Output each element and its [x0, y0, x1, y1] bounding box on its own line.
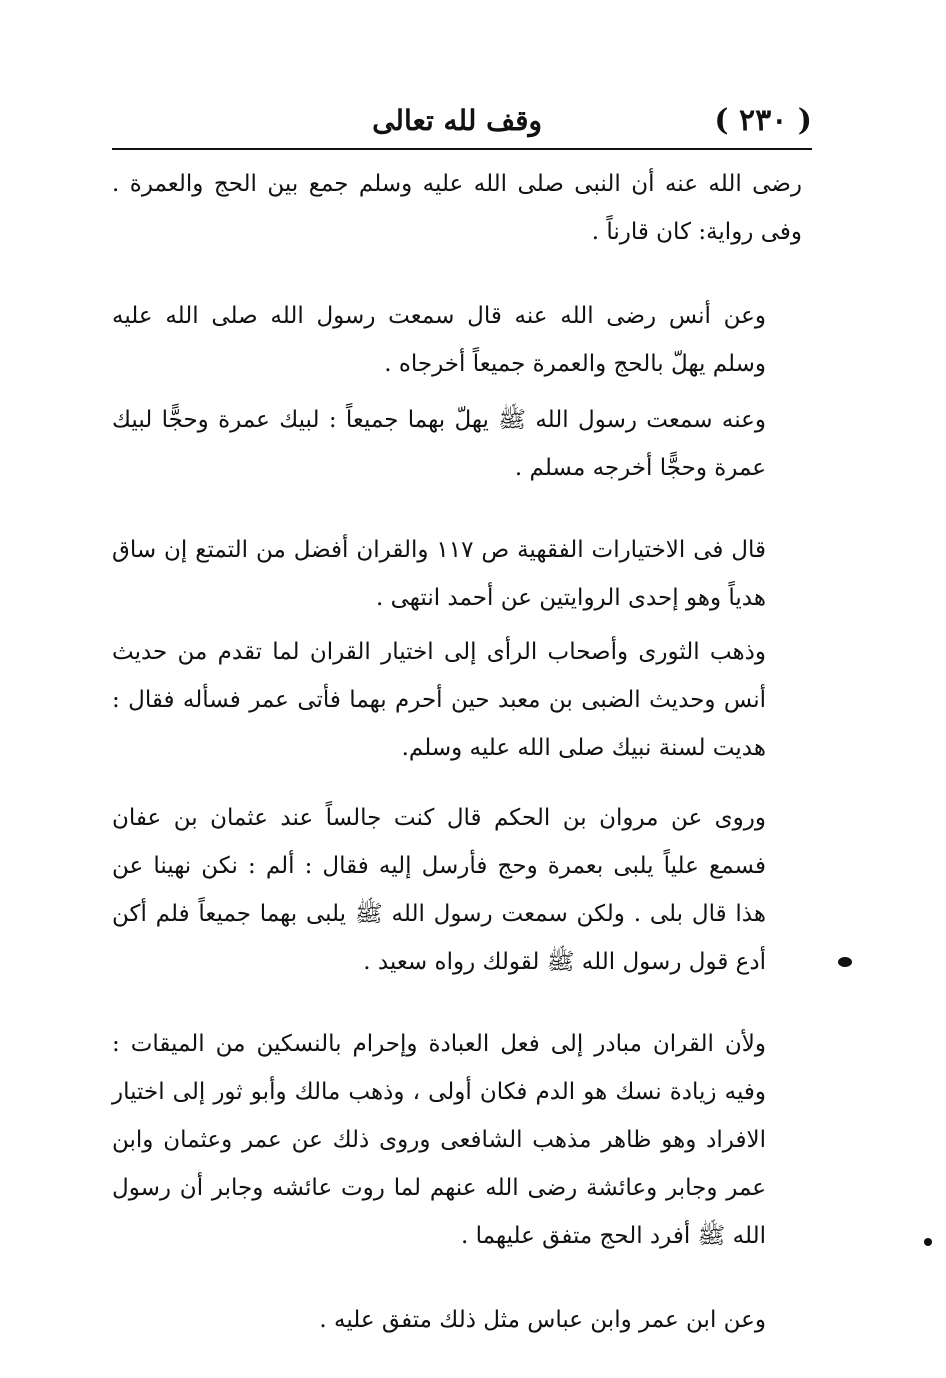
- paragraph-8: وعن ابن عمر وابن عباس مثل ذلك متفق عليه .: [319, 1307, 766, 1333]
- paragraph-2: وعن أنس رضى الله عنه قال سمعت رسول الله صلى الله عليه وسلم يهلّ بالحج والعمرة جميعاً أخرجاه .: [112, 303, 766, 377]
- paragraph-3: وعنه سمعت رسول الله ﷺ يهلّ بهما جميعاً : لبيك عمرة وحجًّا لبيك عمرة وحجًّا أخرجه مسلم .: [112, 407, 766, 481]
- ink-speck: [924, 1238, 932, 1246]
- paragraph-1: رضى الله عنه أن النبى صلى الله عليه وسلم جمع بين الحج والعمرة . وفى رواية: كان قارناً .: [112, 171, 802, 245]
- running-title: وقف لله تعالى: [372, 104, 542, 137]
- header-rule: [112, 148, 812, 150]
- paragraph-7: ولأن القران مبادر إلى فعل العبادة وإحرام بالنسكين من الميقات : وفيه زيادة نسك هو الدم فكان أولى ، وذهب مالك وأبو ثور إلى اختيار الافراد وهو ظاهر مذهب الشافعى وروى ذلك عن عمر وعثمان وابن عمر وجابر وعائشة رضى الله عنهم لما روت عائشه وجابر أن رسول الله ﷺ أفرد الحج متفق عليهما .: [112, 1031, 766, 1249]
- page-number: ( ٢٣٠ ): [714, 103, 812, 138]
- paragraph-4: قال فى الاختيارات الفقهية ص ١١٧ والقران أفضل من التمتع إن ساق هدياً وهو إحدى الروايتين عن أحمد انتهى .: [112, 537, 767, 611]
- ink-speck: [838, 957, 852, 967]
- body-text: [112, 160, 802, 1344]
- page-header: [112, 96, 812, 146]
- paragraph-5: وذهب الثورى وأصحاب الرأى إلى اختيار القران لما تقدم من حديث أنس وحديث الضبى بن معبد حين أحرم بهما فأتى عمر فسأله فقال : هديت لسنة نبيك صلى الله عليه وسلم.: [112, 639, 766, 761]
- paragraph-6: وروى عن مروان بن الحكم قال كنت جالساً عند عثمان بن عفان فسمع علياً يلبى بعمرة وحج فأرسل إليه فقال : ألم : نكن نهينا عن هذا قال بلى . ولكن سمعت رسول الله ﷺ يلبى بهما جميعاً فلم أكن أدع قول رسول الله ﷺ لقولك رواه سعيد .: [112, 805, 766, 975]
